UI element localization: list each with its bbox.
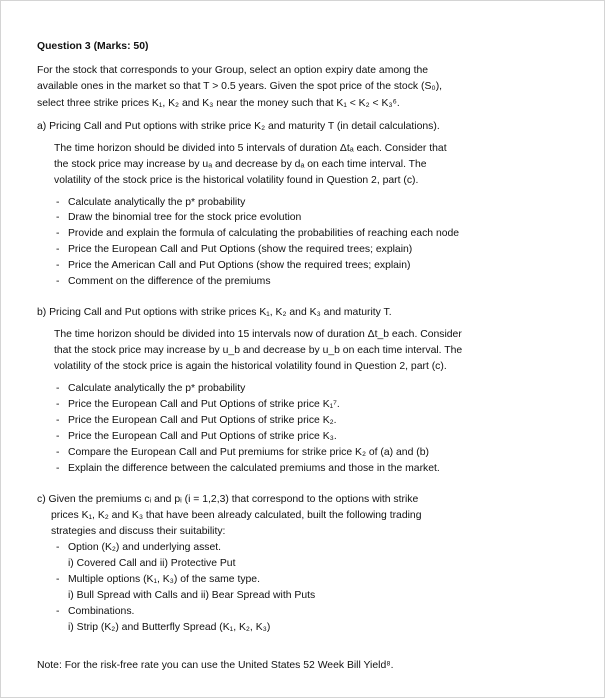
bullet-dash: - [56,260,60,271]
part-c-item-3: Combinations. [68,606,135,617]
intro-line-2: available ones in the market so that T > 0.5 years. Given the spot price of the stock (S₀), [37,81,443,92]
bullet-dash: - [56,542,60,553]
part-a-item-4: Price the European Call and Put Options (show the required trees; explain) [68,244,413,255]
part-c-heading-2: prices K₁, K₂ and K₃ that have been already calculated, built the following trading [51,510,422,521]
part-a-item-2: Draw the binomial tree for the stock price evolution [68,212,302,223]
part-b-item-1: Calculate analytically the p* probability [68,383,246,394]
bullet-dash: - [56,415,60,426]
bullet-dash: - [56,244,60,255]
part-c-item-3-sub: i) Strip (K₂) and Butterfly Spread (K₁, K₂, K₃) [68,622,271,633]
part-b-body-2: that the stock price may increase by u_b and decrease by u_b on each time interval. The [54,345,463,356]
part-b-item-6: Explain the difference between the calculated premiums and those in the market. [68,463,440,474]
part-b-item-4: Price the European Call and Put Options of strike price K₃. [68,431,337,442]
part-c-heading-1: c) Given the premiums cᵢ and pᵢ (i = 1,2,3) that correspond to the options with strike [37,494,419,505]
part-c-item-2-sub: i) Bull Spread with Calls and ii) Bear Spread with Puts [68,590,316,601]
bullet-dash: - [56,197,60,208]
question-title: Question 3 (Marks: 50) [37,41,149,52]
bullet-dash: - [56,431,60,442]
part-b-heading: b) Pricing Call and Put options with strike prices K₁, K₂ and K₃ and maturity T. [37,307,392,318]
part-a-item-6: Comment on the difference of the premiums [68,276,271,287]
part-b-body-1: The time horizon should be divided into 15 intervals now of duration Δt_b each. Consider [54,329,462,340]
bullet-dash: - [56,574,60,585]
part-b-body-3: volatility of the stock price is again the historical volatility found in Question 2, part (c). [54,361,447,372]
part-b-item-3: Price the European Call and Put Options of strike price K₂. [68,415,337,426]
bullet-dash: - [56,447,60,458]
part-a-body-1: The time horizon should be divided into 5 intervals of duration Δtₐ each. Consider that [54,143,447,154]
bullet-dash: - [56,228,60,239]
intro-line-3: select three strike prices K₁, K₂ and K₃ near the money such that K₁ < K₂ < K₃⁶. [37,98,400,109]
risk-free-note: Note: For the risk-free rate you can use the United States 52 Week Bill Yield⁸. [37,660,394,671]
part-a-item-1: Calculate analytically the p* probability [68,197,246,208]
part-c-heading-3: strategies and discuss their suitability: [51,526,226,537]
part-a-body-3: volatility of the stock price is the historical volatility found in Question 2, part (c). [54,175,419,186]
bullet-dash: - [56,463,60,474]
bullet-dash: - [56,383,60,394]
part-c-item-1-sub: i) Covered Call and ii) Protective Put [68,558,236,569]
part-c-item-2: Multiple options (K₁, K₃) of the same type. [68,574,260,585]
intro-line-1: For the stock that corresponds to your Group, select an option expiry date among the [37,65,429,76]
bullet-dash: - [56,606,60,617]
part-b-item-2: Price the European Call and Put Options of strike price K₁⁷. [68,399,340,410]
part-a-item-5: Price the American Call and Put Options (show the required trees; explain) [68,260,411,271]
part-b-item-5: Compare the European Call and Put premiums for strike price K₂ of (a) and (b) [68,447,429,458]
part-a-body-2: the stock price may increase by uₐ and decrease by dₐ on each time interval. The [54,159,427,170]
bullet-dash: - [56,212,60,223]
part-a-item-3: Provide and explain the formula of calculating the probabilities of reaching each node [68,228,460,239]
part-c-item-1: Option (K₂) and underlying asset. [68,542,222,553]
part-a-heading: a) Pricing Call and Put options with strike price K₂ and maturity T (in detail calculations). [37,121,440,132]
bullet-dash: - [56,276,60,287]
bullet-dash: - [56,399,60,410]
